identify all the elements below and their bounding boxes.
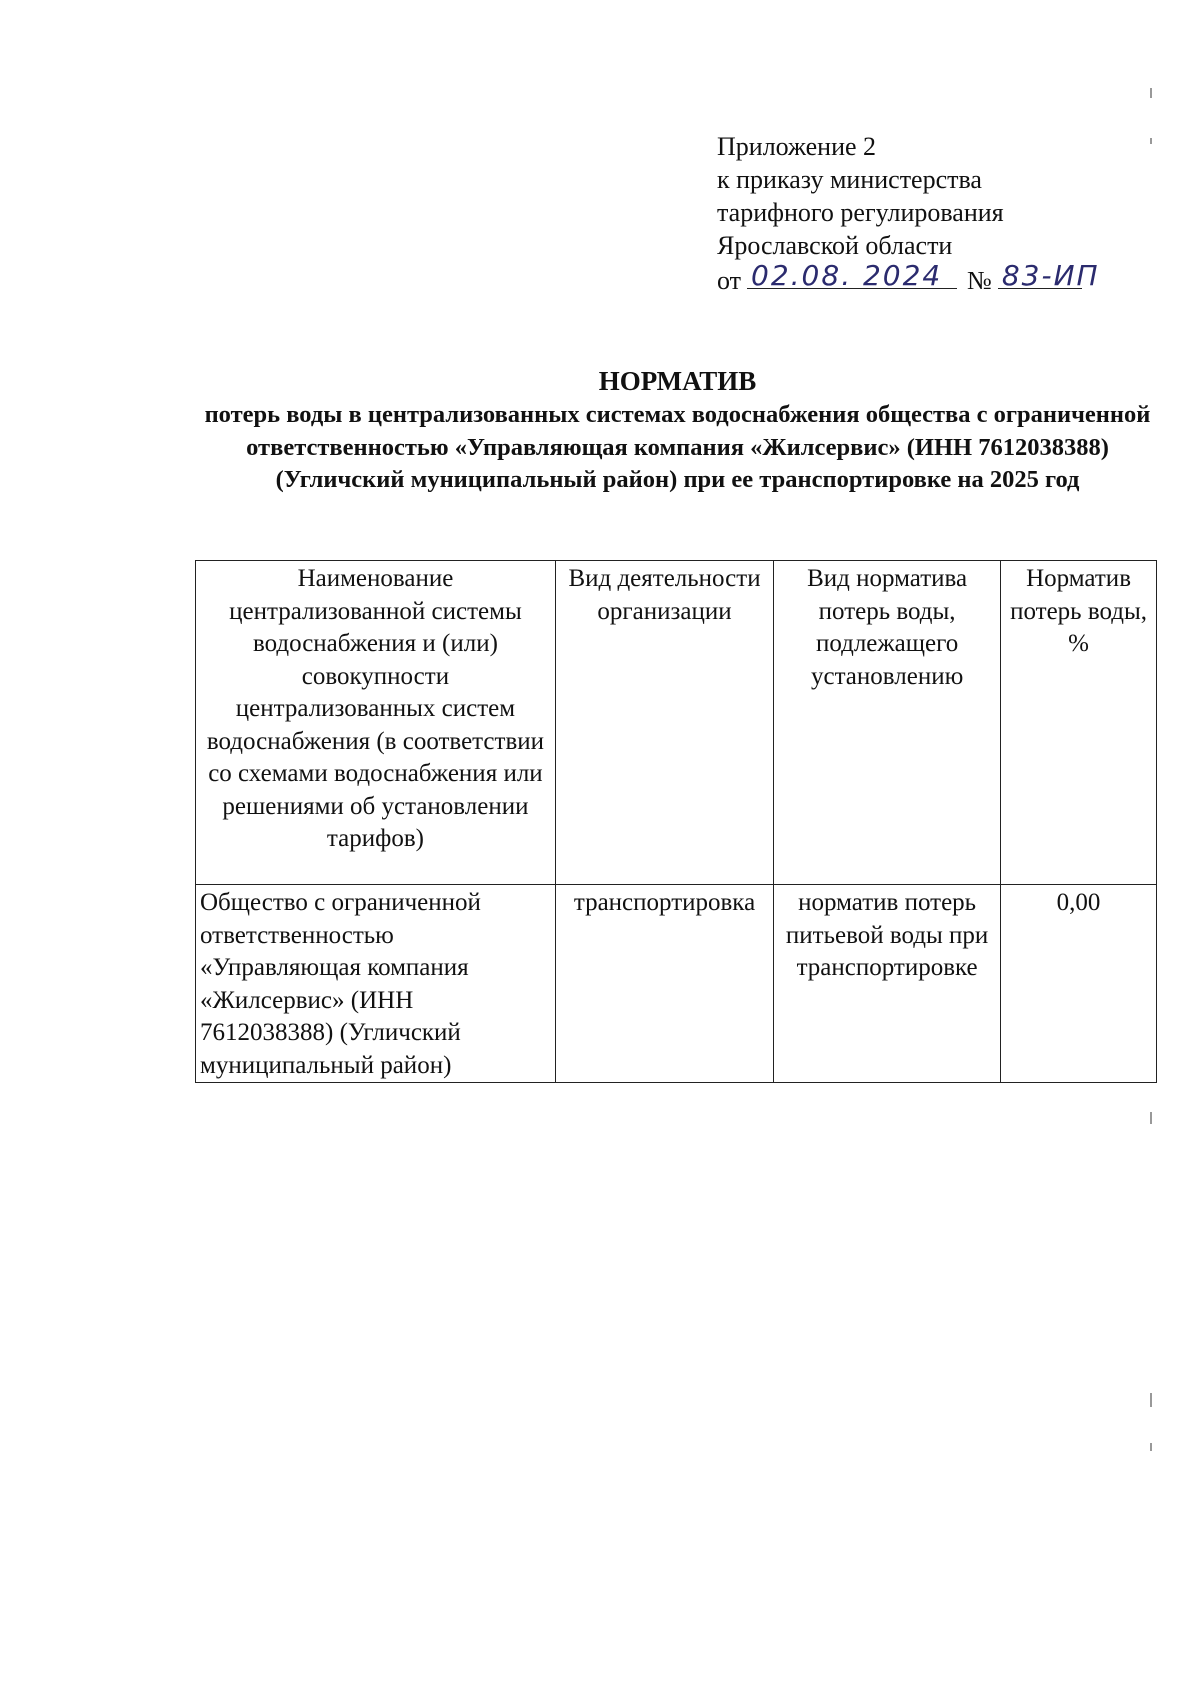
from-label: от [717, 266, 742, 295]
header-activity: Вид деятельности организации [555, 561, 773, 885]
order-date-number-line [717, 259, 1100, 297]
appendix-line-3: тарифного регулирования [717, 198, 1004, 227]
cell-norm-type: норматив потерь питьевой воды при транспортировке [774, 885, 1001, 1083]
cell-norm-value: 0,00 [1001, 885, 1157, 1083]
header-norm-type: Вид норматива потерь воды, подлежащего установлению [774, 561, 1001, 885]
document-title-block [190, 363, 1165, 497]
appendix-line-2: к приказу министерства [717, 165, 982, 194]
norm-table [195, 560, 1157, 1083]
order-date-handwritten: 02.08. 2024 [751, 259, 943, 292]
order-date-blank [747, 259, 957, 292]
cell-system-name: Общество с ограниченной ответственностью «Управляющая компания «Жилсервис» (ИНН 7612038388) (Угличский муниципальный район) [196, 885, 556, 1083]
appendix-block [717, 130, 1100, 297]
cell-activity: транспортировка [555, 885, 773, 1083]
table-row [196, 885, 1157, 1083]
header-system-name: Наименование централизованной системы водоснабжения и (или) совокупности централизованных систем водоснабжения (в соответствии со схемами водоснабжения или решениями об установлении тарифов) [196, 561, 556, 885]
order-number-blank [998, 259, 1100, 292]
document-title: НОРМАТИВ [598, 366, 757, 396]
document-subtitle: потерь воды в централизованных системах водоснабжения общества с ограниченной ответственностью «Управляющая компания «Жилсервис» (ИНН 7612038388) (Угличский муниципальный район) при ее транспортировке на 2025 год [204, 401, 1151, 493]
appendix-line-4: Ярославской области [717, 231, 953, 260]
appendix-line-1: Приложение 2 [717, 132, 877, 161]
order-number-handwritten: 83-ИП [1001, 259, 1100, 292]
table-header-row [196, 561, 1157, 885]
number-sign: № [967, 266, 992, 295]
header-norm-value: Норматив потерь воды, % [1001, 561, 1157, 885]
